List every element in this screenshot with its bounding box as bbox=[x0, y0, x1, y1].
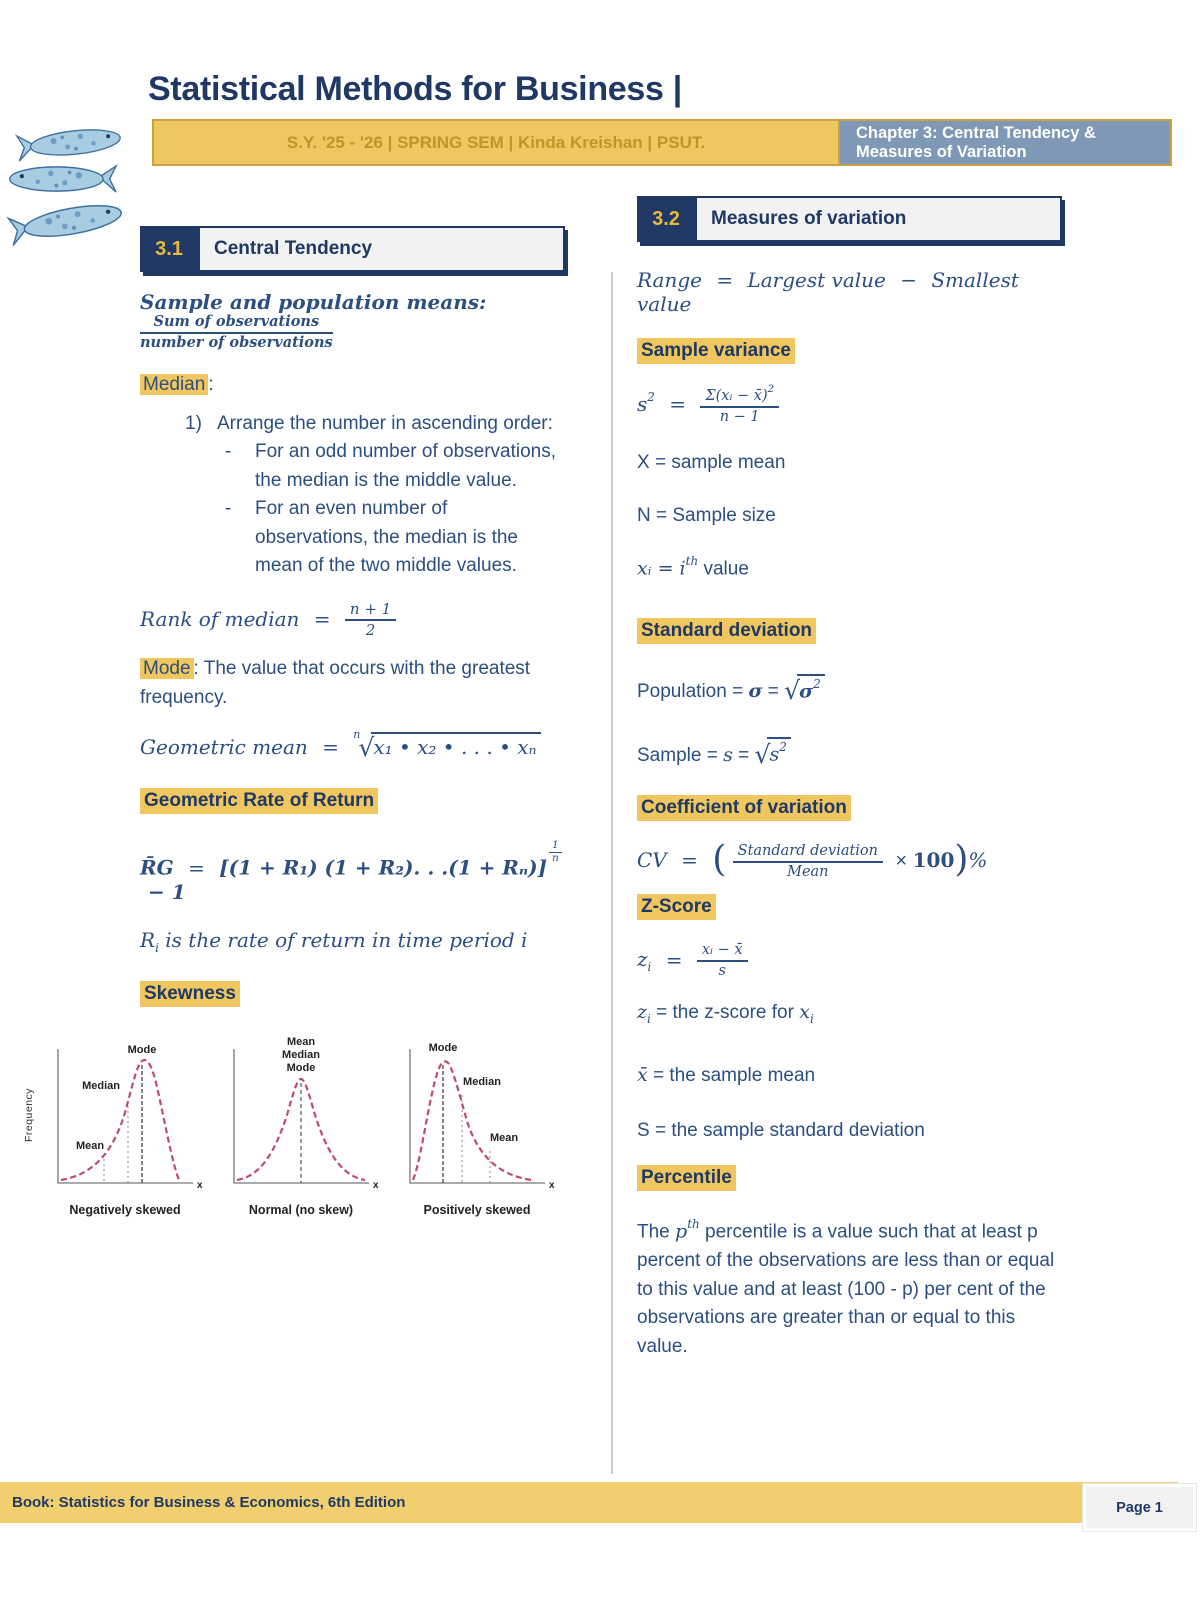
chapter-title: Chapter 3: Central Tendency & Measures of Variation bbox=[840, 121, 1170, 164]
means-label: Sample and population means: bbox=[140, 290, 487, 314]
mean-label: Mean bbox=[286, 1035, 316, 1048]
range-formula: Range = Largest value − Smallest value bbox=[637, 268, 1019, 316]
section-number: 3.1 bbox=[140, 226, 198, 272]
mean-label: Mean bbox=[489, 1131, 519, 1144]
x-axis-label: x bbox=[549, 1179, 555, 1191]
rank-fraction: $\frac{n + 1}{2}$ bbox=[345, 601, 396, 640]
footer-bar bbox=[0, 1482, 1178, 1523]
column-measures-of-variation bbox=[637, 196, 1062, 1361]
median-label: Median bbox=[463, 1075, 501, 1088]
standard-deviation-heading: Standard deviation bbox=[637, 618, 816, 644]
sample-variance-formula: $s^2$ = $\frac{\Sigma(xᵢ - x̄)^2}{n - 1}$ bbox=[637, 386, 1062, 425]
plot-caption: Positively skewed bbox=[423, 1202, 531, 1217]
population-sd-formula: Population = $\sigma = √\sigma^2$ bbox=[637, 672, 1062, 710]
n-definition: N = Sample size bbox=[637, 504, 776, 526]
mode-label: Mode bbox=[127, 1043, 157, 1056]
page-content bbox=[23, 196, 1062, 1361]
z-score-heading: Z-Score bbox=[637, 894, 716, 920]
cv-fraction: $\frac{\text{Standard deviation}}{\text{Mean}}$ bbox=[733, 843, 883, 880]
normal-no-skew-plot bbox=[204, 1031, 380, 1236]
course-info: S.Y. '25 - '26 | SPRING SEM | Kinda Kreishan | PSUT. bbox=[154, 121, 840, 164]
section-header-3-1 bbox=[140, 226, 565, 272]
plot-caption: Negatively skewed bbox=[69, 1202, 181, 1217]
footer-book-reference: Book: Statistics for Business & Economics, 6th Edition bbox=[12, 1494, 406, 1511]
variance-fraction: $\frac{\Sigma(xᵢ - x̄)^2}{n - 1}$ bbox=[700, 386, 779, 425]
mode-label: Mode bbox=[286, 1061, 316, 1074]
skewness-heading: Skewness bbox=[140, 981, 240, 1007]
plot-caption: Normal (no skew) bbox=[248, 1202, 354, 1217]
percentile-heading: Percentile bbox=[637, 1165, 736, 1191]
mode-definition: Mode : The value that occurs with the greatest frequency. bbox=[140, 658, 531, 708]
cv-formula: CV = ( $\frac{\text{Standard deviation}}{\text{Mean}}$ × 100)% bbox=[637, 838, 988, 880]
radical: $√\sigma^2$ bbox=[784, 680, 825, 702]
geometric-mean-formula: Geometric mean = $^n$√x₁ • x₂ • . . . • xₙ bbox=[140, 732, 565, 762]
section-number: 3.2 bbox=[637, 196, 695, 242]
positively-skewed-plot bbox=[380, 1031, 556, 1236]
fish-logo bbox=[6, 122, 136, 254]
header-banner bbox=[152, 119, 1172, 166]
x-axis-label: x bbox=[197, 1179, 203, 1191]
column-divider bbox=[611, 272, 613, 1474]
z-definition: $z_i$ = the z-score for $x_i$ bbox=[637, 1000, 814, 1026]
radical: $^n$√x₁ • x₂ • . . . • xₙ bbox=[353, 735, 540, 759]
means-formula bbox=[140, 290, 565, 351]
list-item: - For an odd number of observations, the median is the middle value. bbox=[225, 441, 557, 491]
radical: $√s^2$ bbox=[755, 744, 791, 766]
z-score-formula: $z_i$ = $\frac{\text{xᵢ − x̄}}{s}$ bbox=[637, 942, 1062, 979]
fish-icon bbox=[5, 192, 128, 252]
list-item: - For an even number of observations, the median is the mean of the two middle values. bbox=[225, 498, 518, 577]
median-label: Median bbox=[82, 1079, 120, 1092]
median-steps bbox=[185, 410, 565, 581]
section-title: Measures of variation bbox=[695, 196, 1062, 242]
mean-label: Mean bbox=[75, 1139, 105, 1152]
geometric-rate-of-return-formula: R̄G = [(1 + R₁) (1 + R₂). . .(1 + Rₙ)] $\frac{1}{n} - 1$ bbox=[140, 840, 565, 904]
x-axis-label: x bbox=[373, 1179, 379, 1191]
median-label: Median bbox=[282, 1048, 320, 1061]
figure-y-axis-label: Frequency bbox=[23, 1087, 36, 1142]
coefficient-of-variation-heading: Coefficient of variation bbox=[637, 795, 851, 821]
section-title: Central Tendency bbox=[198, 226, 565, 272]
rank-of-median-formula: Rank of median = $\frac{n + 1}{2}$ bbox=[140, 601, 565, 640]
median-term: Median : bbox=[140, 371, 565, 400]
x-definition: X = sample mean bbox=[637, 452, 786, 474]
rate-of-return-note: $R_i$ is the rate of return in time period i bbox=[140, 927, 528, 955]
means-fraction: $\frac{\text{Sum of observations}}{\text{number of observations}}$ bbox=[140, 313, 333, 351]
percentile-paragraph: The $p^{th}$ percentile is a value such that at least p percent of the observations are less than or equal to this value and at least (100 - p) per cent of the observations are greater than or equal to this value. bbox=[637, 1217, 1055, 1357]
xbar-definition: x̄ = the sample mean bbox=[637, 1064, 816, 1087]
sample-sd-formula: Sample = $s = √s^2$ bbox=[637, 736, 1062, 774]
list-item: 1) Arrange the number in ascending order: bbox=[185, 412, 553, 434]
z-fraction: $\frac{\text{xᵢ − x̄}}{s}$ bbox=[697, 942, 748, 979]
sample-variance-heading: Sample variance bbox=[637, 338, 795, 364]
page-title: Statistical Methods for Business | bbox=[148, 70, 682, 108]
exponent-fraction: $\frac{1}{n}$ bbox=[549, 840, 562, 864]
skewness-figure bbox=[23, 1031, 576, 1236]
fish-icon bbox=[6, 160, 118, 198]
page-number: Page 1 bbox=[1083, 1484, 1196, 1531]
s-definition: S = the sample standard deviation bbox=[637, 1119, 925, 1141]
mode-label: Mode bbox=[428, 1041, 458, 1054]
xi-definition: xᵢ = $i^{th}$ value bbox=[637, 554, 749, 580]
section-header-3-2 bbox=[637, 196, 1062, 242]
geometric-rate-of-return-heading: Geometric Rate of Return bbox=[140, 788, 378, 814]
negatively-skewed-plot bbox=[28, 1031, 204, 1236]
column-central-tendency bbox=[23, 226, 565, 1236]
